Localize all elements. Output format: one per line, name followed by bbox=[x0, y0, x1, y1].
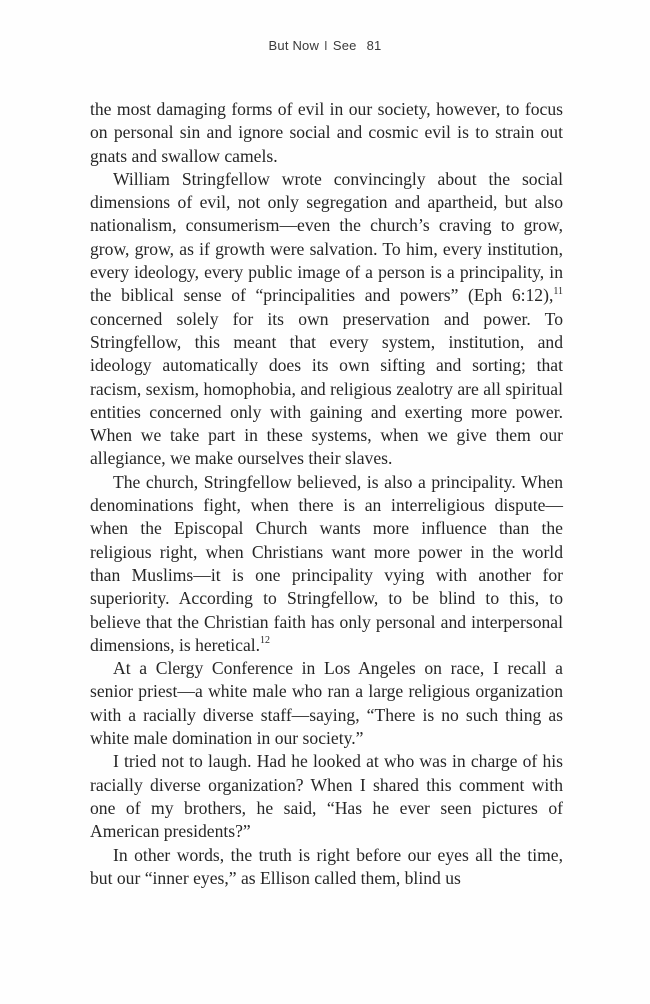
footnote-reference: 12 bbox=[260, 634, 271, 646]
paragraph-text: At a Clergy Conference in Los Angeles on race, I recall a senior priest—a white male who ran a large religious organization with a racially diverse staff—saying, “There is no such thing as white male domination in our society.” bbox=[90, 658, 563, 749]
paragraph bbox=[90, 168, 563, 471]
paragraph-text: concerned solely for its own preservation and power. To Stringfellow, this meant that every system, institution, and ideology automatically does its own sifting and sorting; that racism, sexism, homophobia, and religious zealotry are all spiritual entities concerned only with gaining and exerting more power. When we take part in these systems, when we give them our allegiance, we make ourselves their slaves. bbox=[90, 308, 563, 469]
paragraph-text: The church, Stringfellow believed, is also a principality. When denominations fight, when there is an interreligious dispute—when the Episcopal Church wants more influence than the religious right, when Christians want more power in the world than Muslims—it is one principality vying with another for superiority. According to Stringfellow, to be blind to this, to believe that the Christian faith has only personal and interpersonal dimensions, is heretical. bbox=[90, 471, 563, 655]
page-number: 81 bbox=[366, 38, 382, 53]
body-text bbox=[90, 98, 563, 890]
paragraph bbox=[90, 98, 563, 168]
paragraph bbox=[90, 657, 563, 750]
paragraph-text: I tried not to laugh. Had he looked at who was in charge of his racially diverse organization? When I shared this comment with one of my brothers, he said, “Has he ever seen pictures of American presidents?” bbox=[90, 751, 563, 842]
paragraph-text: the most damaging forms of evil in our society, however, to focus on personal sin and ignore social and cosmic evil is to strain out gnats and swallow camels. bbox=[90, 99, 563, 166]
paragraph-text: In other words, the truth is right before our eyes all the time, but our “inner eyes,” as Ellison called them, blind us bbox=[90, 844, 563, 888]
paragraph bbox=[90, 844, 563, 891]
running-head-separator: I bbox=[324, 38, 328, 53]
running-head-title: But Now bbox=[268, 38, 320, 53]
paragraph bbox=[90, 750, 563, 843]
paragraph bbox=[90, 471, 563, 657]
footnote-reference: 11 bbox=[553, 285, 563, 297]
running-head-title-suffix: See bbox=[332, 38, 357, 53]
paragraph-text: William Stringfellow wrote convincingly about the social dimensions of evil, not only segregation and apartheid, but also nationalism, consumerism—even the church’s craving to grow, grow, grow, as if growth were salvation. To him, every institution, every ideology, every public image of a person is a principality, in the biblical sense of “principalities and powers” (Eph 6:12), bbox=[90, 168, 563, 306]
running-head bbox=[0, 38, 650, 53]
